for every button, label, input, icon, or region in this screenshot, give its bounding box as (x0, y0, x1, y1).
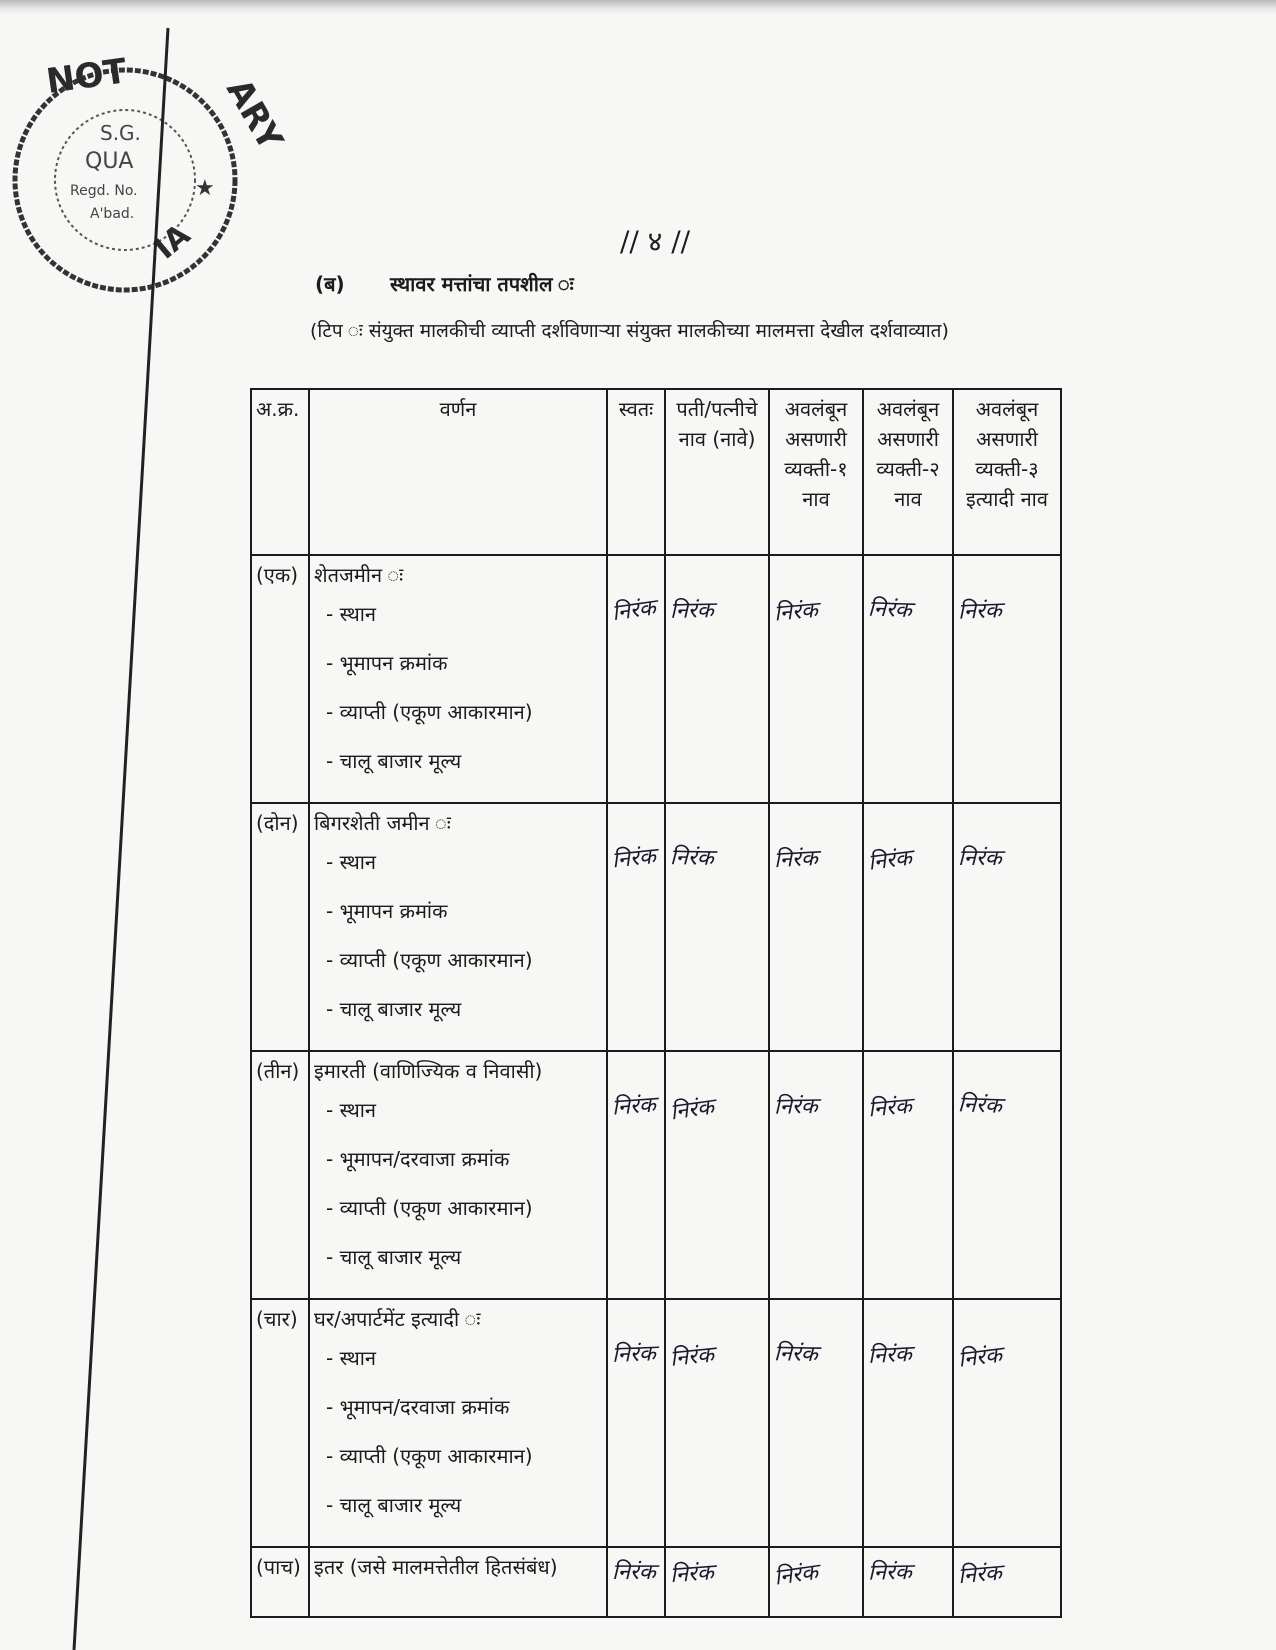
cell-spouse (665, 555, 769, 803)
cell-dependent-3 (953, 1051, 1061, 1299)
handwritten-entry: निरंक (867, 1093, 913, 1123)
cell-spouse (665, 1051, 769, 1299)
row-item: - चालू बाजार मूल्य (326, 1493, 462, 1517)
handwritten-entry: निरंक (669, 1560, 715, 1589)
row-item: - स्थान (326, 850, 377, 874)
cell-self (607, 555, 665, 803)
handwritten-entry: निरंक (867, 1559, 913, 1586)
row-serial: (चार) (251, 1299, 309, 1547)
cell-dependent-1 (769, 555, 863, 803)
cell-dependent-1 (769, 1051, 863, 1299)
section-note: (टिप ः संयुक्त मालकीची व्याप्ती दर्शविणाऱ्या संयुक्त मालकीच्या मालमत्ता देखील दर्शवाव्यात) (310, 320, 949, 342)
handwritten-entry: निरंक (957, 1560, 1003, 1590)
row-serial: (तीन) (251, 1051, 309, 1299)
stamp-line1: S.G. (100, 121, 141, 145)
cell-dependent-3 (953, 803, 1061, 1051)
cell-self (607, 1299, 665, 1547)
row-item: - स्थान (326, 1098, 377, 1122)
handwritten-entry: निरंक (612, 1560, 656, 1585)
handwritten-entry: निरंक (958, 846, 1002, 871)
cell-dependent-3 (953, 555, 1061, 803)
cell-dependent-2 (863, 1051, 953, 1299)
row-description (309, 1051, 607, 1299)
cell-spouse (665, 803, 769, 1051)
handwritten-entry: निरंक (610, 595, 658, 627)
handwritten-entry: निरंक (669, 598, 715, 624)
handwritten-entry: निरंक (867, 596, 913, 624)
cell-dependent-1 (769, 803, 863, 1051)
handwritten-entry: निरंक (866, 845, 914, 876)
stamp-star-icon: ★ (195, 176, 215, 201)
stamp-line3: Regd. No. (70, 183, 138, 199)
handwritten-entry: निरंक (867, 1341, 913, 1370)
header-description: वर्णन (309, 389, 607, 555)
table-header-row (251, 389, 1061, 555)
stamp-line4: A'bad. (90, 206, 135, 222)
row-item: - चालू बाजार मूल्य (326, 1245, 462, 1269)
row-description (309, 1547, 607, 1617)
cell-dependent-3 (953, 1547, 1061, 1617)
page-number: // ४ // (620, 225, 691, 258)
handwritten-entry: निरंक (957, 598, 1003, 625)
handwritten-entry: निरंक (611, 1092, 657, 1121)
row-item: - व्याप्ती (एकूण आकारमान) (326, 948, 533, 972)
row-serial: (दोन) (251, 803, 309, 1051)
row-title: इतर (जसे मालमत्तेतील हितसंबंध) (314, 1555, 558, 1579)
table-row (251, 803, 1061, 1051)
stamp-outer-left: NOT (43, 51, 130, 102)
handwritten-entry: निरंक (773, 1093, 819, 1120)
table-row (251, 1547, 1061, 1617)
row-description (309, 1299, 607, 1547)
header-dependent-1: अवलंबून असणारी व्यक्ती-१ नाव (769, 389, 863, 555)
row-item: - स्थान (326, 602, 377, 626)
cell-spouse (665, 1547, 769, 1617)
row-item: - भूमापन क्रमांक (326, 651, 448, 675)
handwritten-entry: निरंक (610, 843, 658, 874)
cell-self (607, 1051, 665, 1299)
header-spouse: पती/पत्नीचे नाव (नावे) (665, 389, 769, 555)
row-title: इमारती (वाणिज्यिक व निवासी) (314, 1059, 543, 1083)
section-label: (ब) (315, 272, 345, 296)
table-row (251, 1051, 1061, 1299)
header-self: स्वतः (607, 389, 665, 555)
section-title: स्थावर मत्तांचा तपशील ः (390, 272, 574, 296)
cell-self (607, 803, 665, 1051)
cell-dependent-2 (863, 1547, 953, 1617)
handwritten-entry: निरंक (611, 1341, 657, 1368)
header-dependent-2: अवलंबून असणारी व्यक्ती-२ नाव (863, 389, 953, 555)
row-serial: (एक) (251, 555, 309, 803)
row-item: - भूमापन/दरवाजा क्रमांक (326, 1395, 510, 1419)
cell-dependent-1 (769, 1299, 863, 1547)
table-row (251, 555, 1061, 803)
table-row (251, 1299, 1061, 1547)
row-item: - चालू बाजार मूल्य (326, 997, 462, 1021)
handwritten-entry: निरंक (773, 597, 819, 627)
handwritten-entry: निरंक (772, 1559, 820, 1591)
row-serial: (पाच) (251, 1547, 309, 1617)
row-description (309, 555, 607, 803)
handwritten-entry: निरंक (956, 1342, 1004, 1373)
row-description (309, 803, 607, 1051)
stamp-outer-right: ARY (218, 72, 291, 158)
stamp-bottom: IA (148, 217, 198, 267)
row-title: बिगरशेती जमीन ः (314, 811, 451, 835)
stamp-line2: QUA (85, 149, 134, 174)
row-title: शेतजमीन ः (314, 563, 404, 587)
row-item: - भूमापन क्रमांक (326, 899, 448, 923)
handwritten-entry: निरंक (668, 1094, 716, 1126)
row-title: घर/अपार्टमेंट इत्यादी ः (314, 1307, 481, 1331)
handwritten-entry: निरंक (668, 1342, 716, 1372)
cell-dependent-2 (863, 1299, 953, 1547)
row-item: - भूमापन/दरवाजा क्रमांक (326, 1147, 510, 1171)
cell-dependent-2 (863, 803, 953, 1051)
handwritten-entry: निरंक (957, 1092, 1003, 1119)
header-serial: अ.क्र. (251, 389, 309, 555)
row-item: - व्याप्ती (एकूण आकारमान) (326, 1444, 533, 1468)
cell-dependent-3 (953, 1299, 1061, 1547)
cell-self (607, 1547, 665, 1617)
cell-dependent-2 (863, 555, 953, 803)
handwritten-entry: निरंक (773, 845, 819, 874)
row-item: - व्याप्ती (एकूण आकारमान) (326, 700, 533, 724)
handwritten-entry: निरंक (773, 1341, 819, 1368)
row-item: - व्याप्ती (एकूण आकारमान) (326, 1196, 533, 1220)
cell-dependent-1 (769, 1547, 863, 1617)
row-item: - चालू बाजार मूल्य (326, 749, 462, 773)
row-item: - स्थान (326, 1346, 377, 1370)
immovable-assets-table (250, 388, 1062, 1618)
header-dependent-3: अवलंबून असणारी व्यक्ती-३ इत्यादी नाव (953, 389, 1061, 555)
cell-spouse (665, 1299, 769, 1547)
handwritten-entry: निरंक (669, 845, 715, 871)
